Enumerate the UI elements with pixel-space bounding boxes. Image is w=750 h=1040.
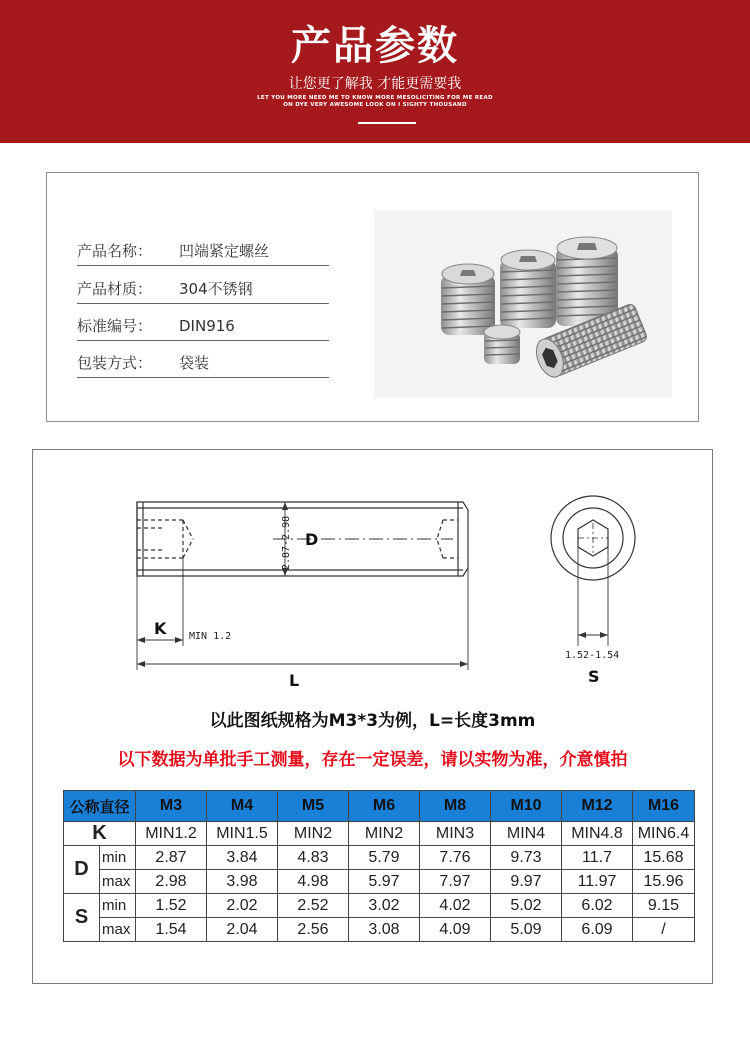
label-l: L	[289, 671, 300, 690]
column-header: M16	[633, 791, 695, 822]
info-row-name	[77, 239, 329, 266]
info-label: 产品材质：	[77, 280, 153, 298]
table-cell: 4.09	[420, 918, 491, 942]
table-cell: 2.52	[278, 894, 349, 918]
label-s: S	[588, 667, 600, 686]
page-header	[0, 0, 750, 143]
table-cell: 9.15	[633, 894, 695, 918]
table-cell: 2.04	[207, 918, 278, 942]
info-row-packaging	[77, 351, 329, 378]
table-cell: 7.97	[420, 870, 491, 894]
column-header: M5	[278, 791, 349, 822]
table-cell: 11.7	[562, 846, 633, 870]
table-cell: 4.83	[278, 846, 349, 870]
table-row-s-min	[64, 894, 695, 918]
corner-header: 公称直径	[64, 791, 136, 822]
column-header: M10	[491, 791, 562, 822]
table-cell: 1.52	[136, 894, 207, 918]
table-cell: MIN1.2	[136, 822, 207, 846]
product-photo	[374, 210, 672, 398]
info-value: 304不锈钢	[179, 280, 253, 298]
table-cell: 4.02	[420, 894, 491, 918]
english-tagline-1: LET YOU MORE NEED ME TO KNOW MORE MESOLICITING FOR ME READ	[257, 95, 493, 101]
table-row-s-max	[64, 918, 695, 942]
column-header: M8	[420, 791, 491, 822]
table-cell: 9.97	[491, 870, 562, 894]
header-divider	[358, 122, 416, 124]
row-label-d: D	[64, 846, 100, 894]
table-cell: 15.68	[633, 846, 695, 870]
info-label: 产品名称：	[77, 242, 153, 260]
table-cell: 3.02	[349, 894, 420, 918]
info-label: 标准编号：	[77, 317, 153, 335]
info-value: 凹端紧定螺丝	[179, 242, 270, 260]
table-cell: 2.02	[207, 894, 278, 918]
table-row-d-max	[64, 870, 695, 894]
measurement-warning: 以下数据为单批手工测量，存在一定误差，请以实物为准，介意慎拍	[117, 750, 628, 770]
table-cell: 5.09	[491, 918, 562, 942]
row-sublabel-min: min	[100, 846, 136, 870]
table-cell: 3.98	[207, 870, 278, 894]
technical-drawing	[33, 450, 712, 700]
product-info-box	[46, 172, 699, 422]
table-cell: 1.54	[136, 918, 207, 942]
table-row-d-min	[64, 846, 695, 870]
dim-k-min: MIN 1.2	[189, 631, 232, 642]
info-label: 包装方式：	[77, 354, 153, 372]
row-sublabel-max: max	[100, 918, 136, 942]
table-cell: 9.73	[491, 846, 562, 870]
table-row-k	[64, 822, 695, 846]
column-header: M6	[349, 791, 420, 822]
info-value: 袋装	[179, 354, 210, 372]
page-subtitle: 让您更了解我 才能更需要我	[288, 76, 462, 92]
table-cell: 3.84	[207, 846, 278, 870]
table-cell: MIN1.5	[207, 822, 278, 846]
table-cell: 5.02	[491, 894, 562, 918]
row-sublabel-min: min	[100, 894, 136, 918]
table-cell: 2.87	[136, 846, 207, 870]
table-cell: 3.08	[349, 918, 420, 942]
row-label-s: S	[64, 894, 100, 942]
label-d: D	[305, 530, 319, 549]
dim-d-value: 2.87-2.98	[281, 515, 292, 570]
table-cell: 11.97	[562, 870, 633, 894]
screw-4	[484, 325, 520, 364]
info-row-material	[77, 277, 329, 304]
table-cell: 6.02	[562, 894, 633, 918]
column-header: M4	[207, 791, 278, 822]
drawing-caption: 以此图纸规格为M3*3为例，L=长度3mm	[209, 711, 536, 731]
page-title: 产品参数	[291, 23, 459, 69]
screw-1	[441, 264, 495, 335]
spec-table	[63, 790, 695, 942]
table-cell: MIN2	[278, 822, 349, 846]
table-cell: 2.56	[278, 918, 349, 942]
table-cell: MIN4	[491, 822, 562, 846]
table-cell: 15.96	[633, 870, 695, 894]
table-cell: 5.97	[349, 870, 420, 894]
table-cell: MIN3	[420, 822, 491, 846]
table-cell: 6.09	[562, 918, 633, 942]
row-label-k: K	[64, 822, 136, 846]
table-cell: MIN2	[349, 822, 420, 846]
table-cell: MIN6.4	[633, 822, 695, 846]
info-value: DIN916	[179, 317, 235, 335]
dim-s-value: 1.52-1.54	[565, 650, 620, 661]
label-k: K	[154, 619, 167, 638]
column-header: M12	[562, 791, 633, 822]
table-cell: 5.79	[349, 846, 420, 870]
table-cell: MIN4.8	[562, 822, 633, 846]
english-tagline-2: ON DYE VERY AWESOME LOOK ON I SIGHTY THOUSAND	[283, 102, 467, 108]
spec-box	[32, 449, 713, 984]
table-header-row	[64, 791, 695, 822]
column-header: M3	[136, 791, 207, 822]
table-cell: 7.76	[420, 846, 491, 870]
table-cell: 2.98	[136, 870, 207, 894]
screw-2	[500, 250, 556, 328]
table-cell: 4.98	[278, 870, 349, 894]
info-row-standard	[77, 314, 329, 341]
table-cell: /	[633, 918, 695, 942]
row-sublabel-max: max	[100, 870, 136, 894]
